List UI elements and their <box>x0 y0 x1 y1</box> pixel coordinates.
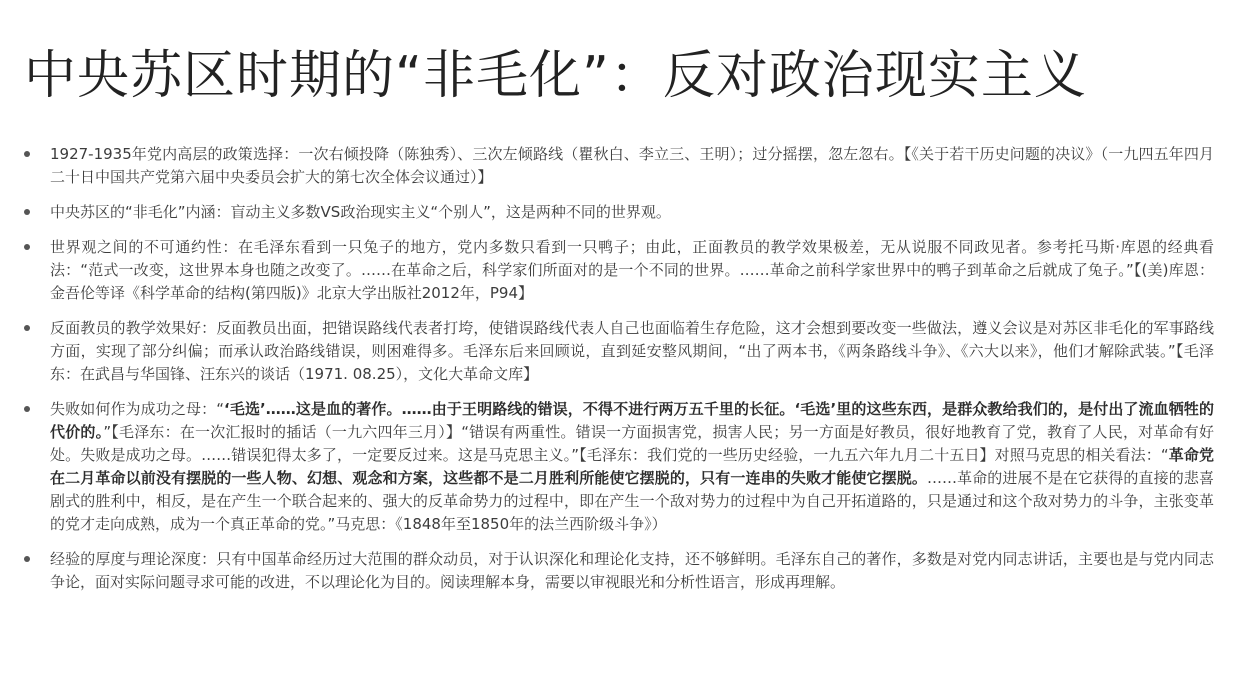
bullet-text: 反面教员的教学效果好：反面教员出面，把错误路线代表者打垮，使错误路线代表人自己也面临着生存危险，这才会想到要改变一些做法，遵义会议是对苏区非毛化的军事路线方面，实现了部分纠偏；而承认政治路线错误，则困难得多。毛泽东后来回顾说，直到延安整风期间，“出了两本书，《两条路线斗争》、《六大以来》，他们才解除武装。”【毛泽东：在武昌与华国锋、汪东兴的谈话（1971. 08.25），文化大革命文库】 <box>50 319 1214 383</box>
bullet-dot-icon <box>24 244 30 250</box>
bullet-dot-icon <box>24 325 30 331</box>
bullet-item <box>22 548 1214 594</box>
bullet-text: 1927-1935年党内高层的政策选择：一次右倾投降（陈独秀）、三次左倾路线（瞿秋白、李立三、王明）；过分摇摆，忽左忽右。【《关于若干历史问题的决议》（一九四五年四月二十日中国共产党第六届中央委员会扩大的第七次全体会议通过）】 <box>50 145 1214 186</box>
bullet-item <box>22 143 1214 189</box>
bullet-item <box>22 398 1214 536</box>
bullet-dot-icon <box>24 406 30 412</box>
bullet-text-bold: 革命党在二月革命以前没有摆脱的一些人物、幻想、观念和方案，这些都不是二月胜利所能使它摆脱的，只有一连串的失败才能使它摆脱。 <box>50 446 1214 487</box>
bullet-text: 中央苏区的“非毛化”内涵：盲动主义多数VS政治现实主义“个别人”，这是两种不同的世界观。 <box>50 203 671 221</box>
slide-title: 中央苏区时期的“非毛化”：反对政治现实主义 <box>24 46 1087 106</box>
bullet-dot-icon <box>24 151 30 157</box>
bullet-text: ”【毛泽东：在一次汇报时的插话（一九六四年三月）】“错误有两重性。错误一方面损害党，损害人民；另一方面是好教员，很好地教育了党，教育了人民，对革命有好处。失败是成功之母。……错误犯得太多了，一定要反过来。这是马克思主义。”【毛泽东：我们党的一些历史经验，一九五六年九月二十五日】对照马克思的相关看法：“ <box>50 423 1214 464</box>
bullet-item <box>22 317 1214 386</box>
bullet-dot-icon <box>24 209 30 215</box>
bullet-text: ……革命的进展不是在它获得的直接的悲喜剧式的胜利中，相反，是在产生一个联合起来的、强大的反革命势力的过程中，即在产生一个敌对势力的过程中为自己开拓道路的，只是通过和这个敌对势力的斗争，主张变革的党才走向成熟，成为一个真正革命的党。”马克思：《1848年至1850年的法兰西阶级斗争》） <box>50 469 1214 533</box>
bullet-text: 失败如何作为成功之母：“ <box>50 400 225 418</box>
bullet-text: 世界观之间的不可通约性：在毛泽东看到一只兔子的地方，党内多数只看到一只鸭子；由此，正面教员的教学效果极差，无从说服不同政见者。参考托马斯·库恩的经典看法：“范式一改变，这世界本身也随之改变了。……在革命之后，科学家们所面对的是一个不同的世界。……革命之前科学家世界中的鸭子到革命之后就成了兔子。”【(美)库恩：金吾伦等译《科学革命的结构(第四版)》北京大学出版社2012年，P94】 <box>50 238 1214 302</box>
bullet-item <box>22 236 1214 305</box>
bullet-text-bold: ‘毛选’……这是血的著作。……由于王明路线的错误，不得不进行两万五千里的长征。‘毛选’里的这些东西，是群众教给我们的，是付出了流血牺牲的代价的。 <box>50 400 1214 441</box>
bullet-item <box>22 201 1214 224</box>
bullet-list <box>22 143 1214 606</box>
bullet-dot-icon <box>24 556 30 562</box>
bullet-text: 经验的厚度与理论深度：只有中国革命经历过大范围的群众动员，对于认识深化和理论化支持，还不够鲜明。毛泽东自己的著作，多数是对党内同志讲话，主要也是与党内同志争论，面对实际问题寻求可能的改进，不以理论化为目的。阅读理解本身，需要以审视眼光和分析性语言，形成再理解。 <box>50 550 1214 591</box>
